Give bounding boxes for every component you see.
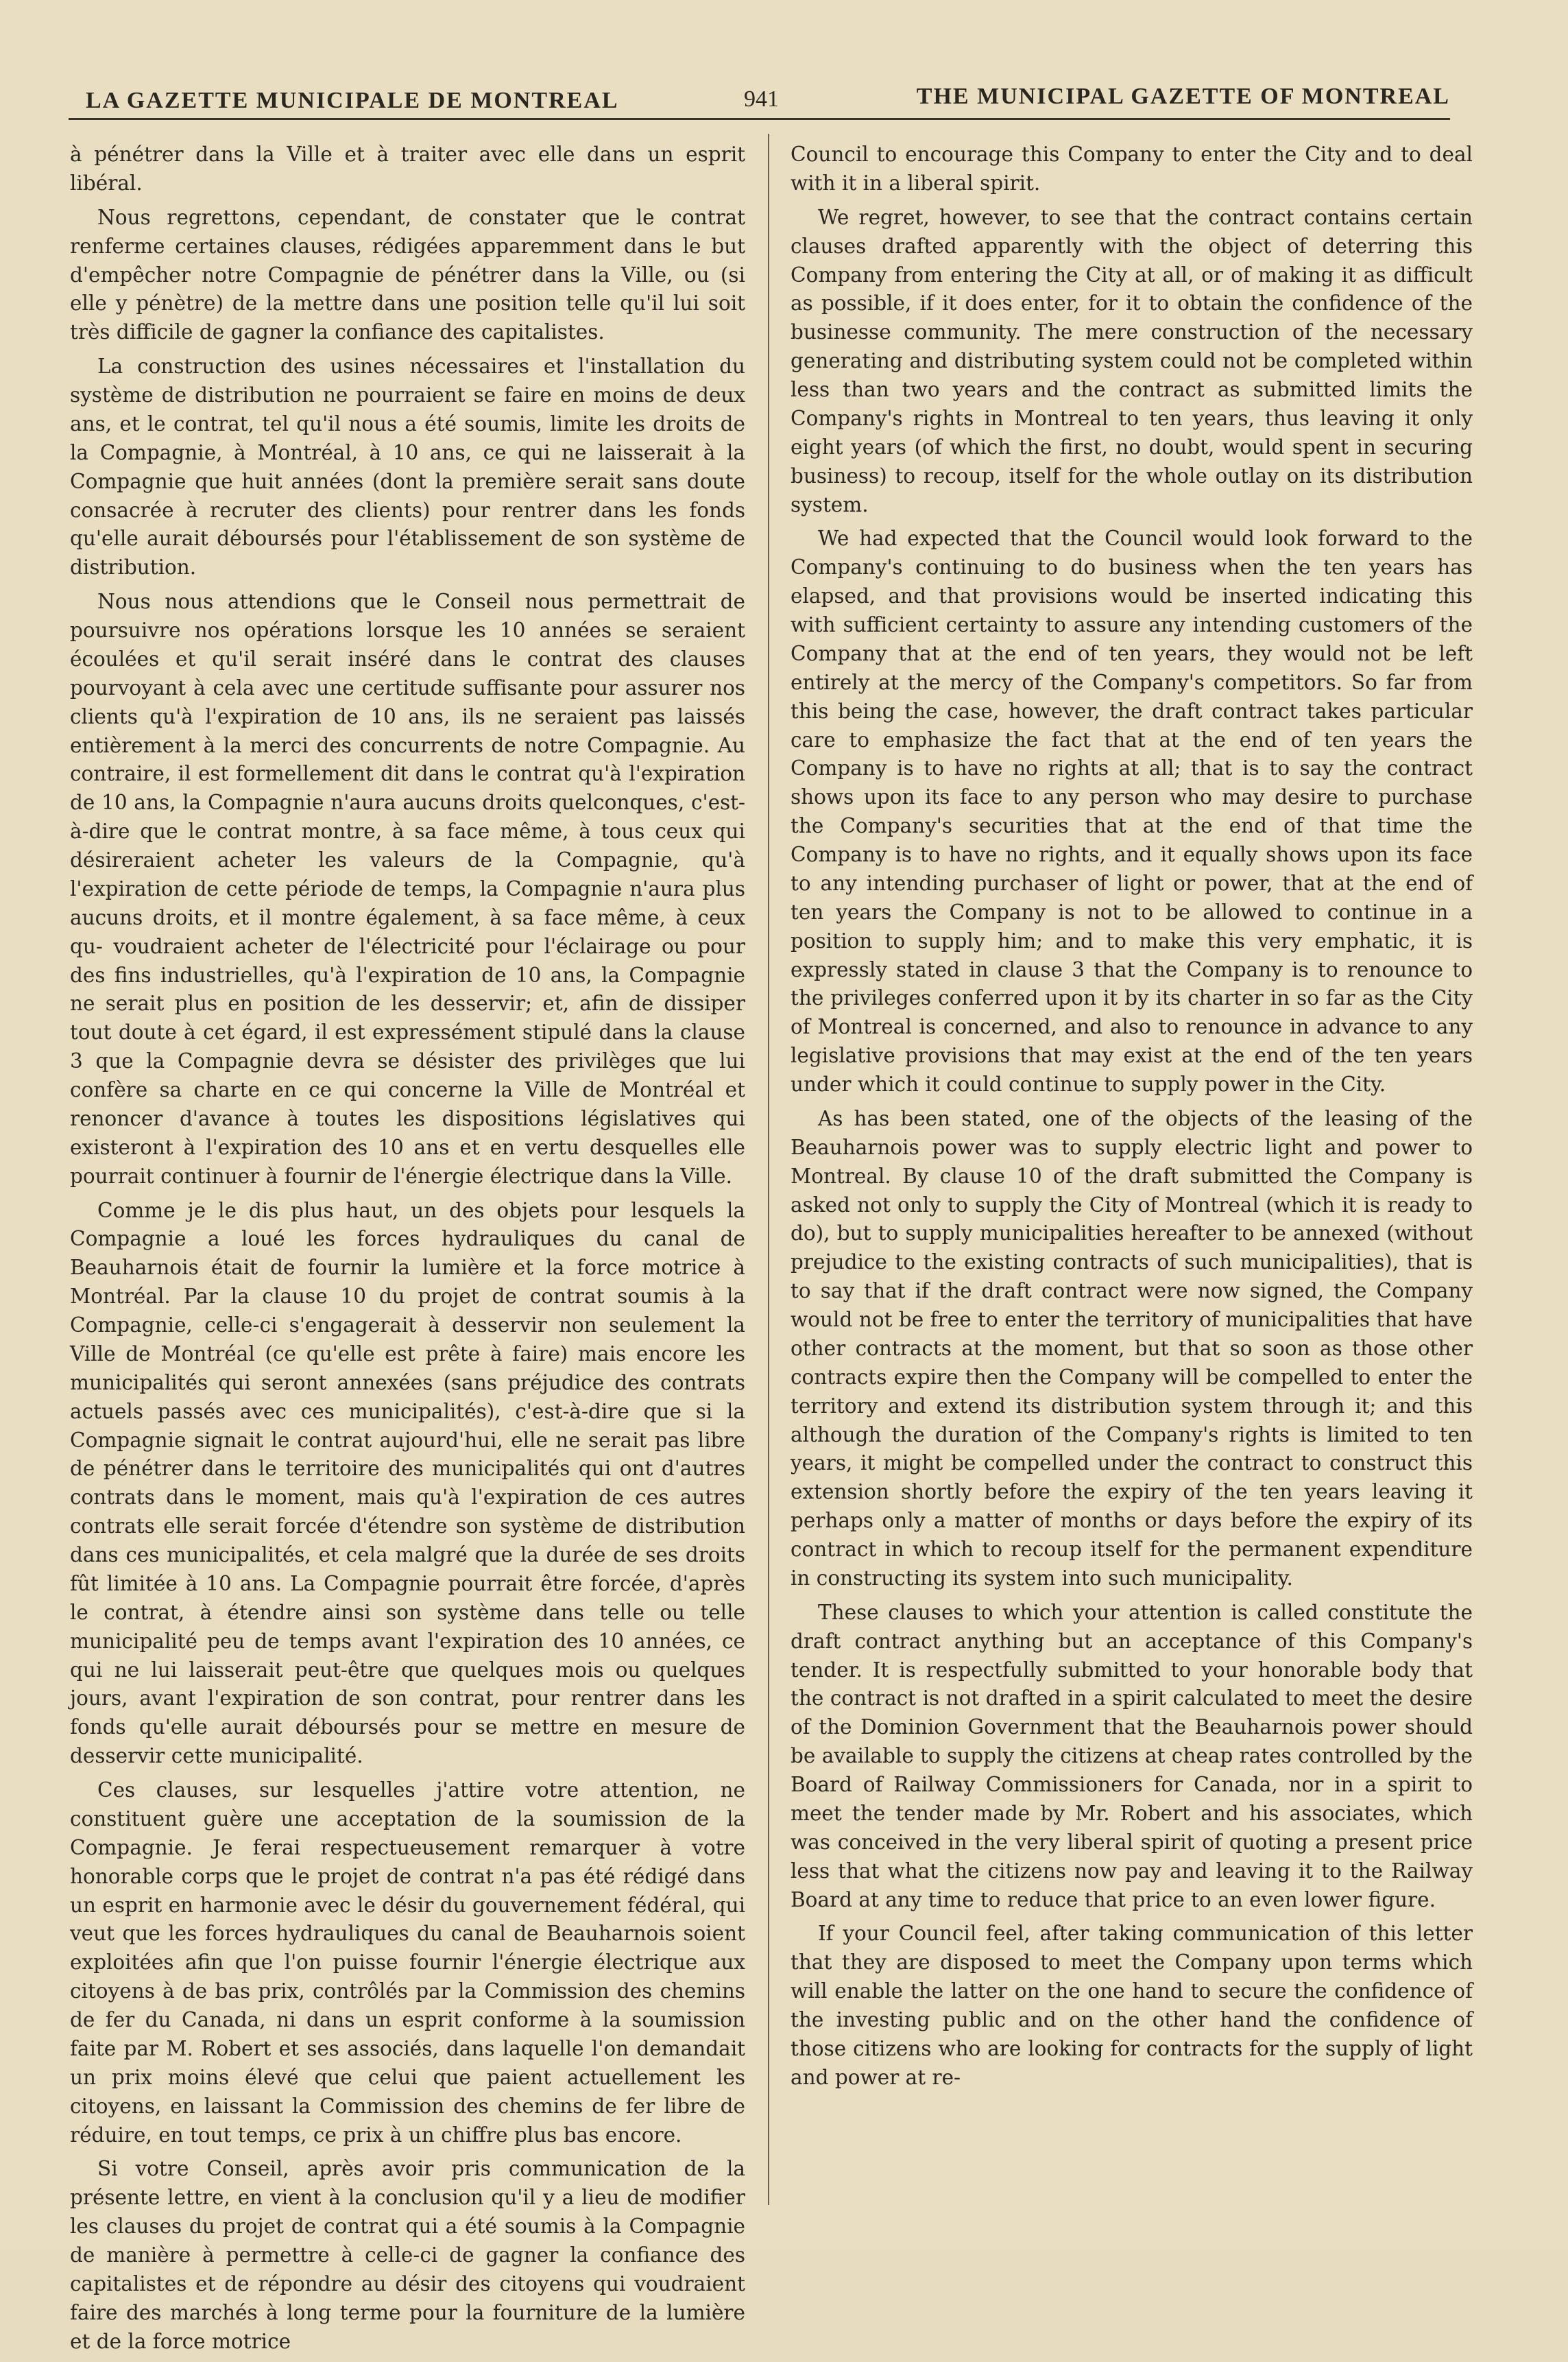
header-french-title: LA GAZETTE MUNICIPALE DE MONTREAL — [86, 88, 619, 113]
page-header — [86, 81, 1450, 122]
header-rule — [69, 118, 1450, 120]
paragraph: Si votre Conseil, après avoir pris communication de la présente lettre, en vient à la conclusion qu'il y a lieu de modifier les clauses du projet de contrat qui a été soumis à la Compagnie de manière à permettre à celle-ci de gagner la confiance des capitalistes et de répondre au désir des citoyens qui voudraient faire des marchés à long terme pour la fourniture de la lumière et de la force motrice — [70, 2157, 745, 2353]
paragraph: Nous regrettons, cependant, de constater que le contrat renferme certaines clauses, rédigées apparemment dans le but d'empêcher notre Compagnie de pénétrer dans la Ville, ou (si elle y pénètre) de la mettre dans une position telle qu'il lui soit très difficile de gagner la confiance des capitalistes. — [70, 205, 745, 344]
paragraph: We had expected that the Council would look forward to the Company's continuing to do business when the ten years has elapsed, and that provisions would be inserted indicating this with sufficient certainty to assure any intending customers of the Company that at the end of ten years, they would not be left entirely at the mercy of the Company's competitors. So far from this being the case, however, the draft contract takes particular care to emphasize the fact that at the end of ten years the Company is to have no rights at all; that is to say the contract shows upon its face to any person who may desire to purchase the Company's securities that at the end of that time the Company is to have no rights, and it equally shows upon its face to any intending purchaser of light or power, that at the end of ten years the Company is not to be allowed to continue in a position to supply him; and to make this very emphatic, it is expressly stated in clause 3 that the Company is to renounce to the privileges conferred upon it by its charter in so far as the City of Montreal is concerned, and also to renounce in advance to any legislative provisions that may exist at the end of the ten years under which it could continue to supply power in the City. — [791, 527, 1473, 1096]
french-column — [70, 141, 745, 2362]
paragraph: As has been stated, one of the objects of the leasing of the Beauharnois power was to supply electric light and power to Montreal. By clause 10 of the draft submitted the Company is asked not only to supply the City of Montreal (which it is ready to do), but to supply municipalities hereafter to be annexed (without prejudice to the existing contracts of such municipalities), that is to say that if the draft contract were now signed, the Company would not be free to enter the territory of municipalities that have other contracts at the moment, but that so soon as those other contracts expire then the Company will be compelled to enter the territory and extend its distribution system through it; and this although the duration of the Company's rights is limited to ten years, it might be compelled under the contract to construct this extension shortly before the expiry of the ten years leaving it perhaps only a matter of months or days before the expiry of its contract in which to recoup itself for the permanent expenditure in constructing its system into such municipality. — [791, 1106, 1473, 1590]
paragraph: Comme je le dis plus haut, un des objets pour lesquels la Compagnie a loué les forces hydrauliques du canal de Beauharnois était de fournir la lumière et la force motrice à Montréal. Par la clause 10 du projet de contrat soumis à la Compagnie, celle-ci s'engagerait à desservir non seulement la Ville de Montréal (ce qu'elle est prête à faire) mais encore les municipalités qui seront annexées (sans préjudice des contrats actuels passés avec ces municipalités), c'est-à-dire que si la Compagnie signait le contrat aujourd'hui, elle ne serait pas libre de pénétrer dans le territoire des municipalités qui ont d'autres contrats dans le moment, mais qu'à l'expiration de ces autres contrats elle serait forcée d'étendre son système de distribution dans ces municipalités, et cela malgré que la durée de ses droits fût limitée à 10 ans. La Compagnie pourrait être forcée, d'après le contrat, à étendre ainsi son système dans telle ou telle municipalité peu de temps avant l'expiration des 10 années, ce qui ne lui laisserait peut-être que quelques mois ou quelques jours, avant l'expiration de son contrat, pour rentrer dans les fonds qu'elle aurait déboursés pour se mettre en mesure de desservir cette municipalité. — [70, 1198, 745, 1768]
column-divider — [768, 134, 769, 2205]
paragraph: La construction des usines nécessaires et l'installation du système de distribution ne pourraient se faire en moins de deux ans, et le contrat, tel qu'il nous a été soumis, limite les droits de la Compagnie, à Montréal, à 10 ans, ce qui ne laisserait à la Compagnie que huit années (dont la première serait sans doute consacrée à recruter des clients) pour rentrer dans les fonds qu'elle aurait déboursés pour l'établissement de son système de distribution. — [70, 355, 745, 580]
english-column — [791, 141, 1473, 2098]
paragraph: If your Council feel, after taking communication of this letter that they are disposed to meet the Company upon terms which will enable the latter on the one hand to secure the confidence of the investing public and on the other hand the confidence of those citizens who are looking for contracts for the supply of light and power at re- — [791, 1922, 1473, 2089]
paragraph: à pénétrer dans la Ville et à traiter avec elle dans un esprit libéral. — [70, 143, 745, 195]
paragraph: Council to encourage this Company to enter the City and to deal with it in a liberal spirit. — [791, 143, 1473, 195]
paragraph: These clauses to which your attention is called constitute the draft contract anything but an acceptance of this Company's tender. It is respectfully submitted to your honorable body that the contract is not drafted in a spirit calculated to meet the desire of the Dominion Government that the Beauharnois power should be available to supply the citizens at cheap rates controlled by the Board of Railway Commissioners for Canada, nor in a spirit to meet the tender made by Mr. Robert and his associates, which was conceived in the very liberal spirit of quoting a present price less that what the citizens now pay and leaving it to the Railway Board at any time to reduce that price to an even lower figure. — [791, 1600, 1473, 1911]
header-english-title: THE MUNICIPAL GAZETTE OF MONTREAL — [916, 84, 1450, 109]
paragraph: Nous nous attendions que le Conseil nous permettrait de poursuivre nos opérations lorsque les 10 années se seraient écoulées et qu'il serait inséré dans le contrat des clauses pourvoyant à cela avec une certitude suffisante pour assurer nos clients qu'à l'expiration de 10 ans, ils ne seraient pas laissés entièrement à la merci des concurrents de notre Compagnie. Au contraire, il est formellement dit dans le contrat qu'à l'expiration de 10 ans, la Compagnie n'aura aucuns droits quelconques, c'est-à-dire que le contrat montre, à sa face même, à tous ceux qui désireraient acheter les valeurs de la Compagnie, qu'à l'expiration de cette période de temps, la Compagnie n'aura plus aucuns droits, et il montre également, à sa face même, à ceux qu- voudraient acheter de l'électricité pour l'éclairage ou pour des fins industrielles, qu'à l'expiration de 10 ans, la Compagnie ne serait plus en position de les desservir; et, afin de dissiper tout doute à cet égard, il est expressément stipulé dans la clause 3 que la Compagnie devra se désister des privilèges que lui confère sa charte en ce qui concerne la Ville de Montréal et renoncer d'avance à toutes les dispositions législatives qui existeront à l'expiration des 10 ans et en vertu desquelles elle pourrait continuer à fournir de l'énergie électrique dans la Ville. — [70, 590, 745, 1188]
page-number: 941 — [744, 86, 779, 112]
paragraph: We regret, however, to see that the contract contains certain clauses drafted apparently with the object of deterring this Company from entering the City at all, or of making it as difficult as possible, if it does enter, for it to obtain the confidence of the businesse community. The mere construction of the necessary generating and distributing system could not be completed within less than two years and the contract as submitted limits the Company's rights in Montreal to ten years, thus leaving it only eight years (of which the first, no doubt, would spent in securing business) to recoup, itself for the whole outlay on its distribution system. — [791, 205, 1473, 516]
paragraph: Ces clauses, sur lesquelles j'attire votre attention, ne constituent guère une acceptation de la soumission de la Compagnie. Je ferai respectueusement remarquer à votre honorable corps que le projet de contrat n'a pas été rédigé dans un esprit en harmonie avec le désir du gouvernement fédéral, qui veut que les forces hydrauliques du canal de Beauharnois soient exploitées afin que l'on puisse fournir l'énergie électrique aux citoyens à de bas prix, contrôlés par la Commission des chemins de fer du Canada, ni dans un esprit conforme à la soumission faite par M. Robert et ses associés, dans laquelle l'on demandait un prix moins élevé que celui que paient actuellement les citoyens, en laissant la Commission des chemins de fer libre de réduire, en tout temps, ce prix à un chiffre plus bas encore. — [70, 1778, 745, 2147]
